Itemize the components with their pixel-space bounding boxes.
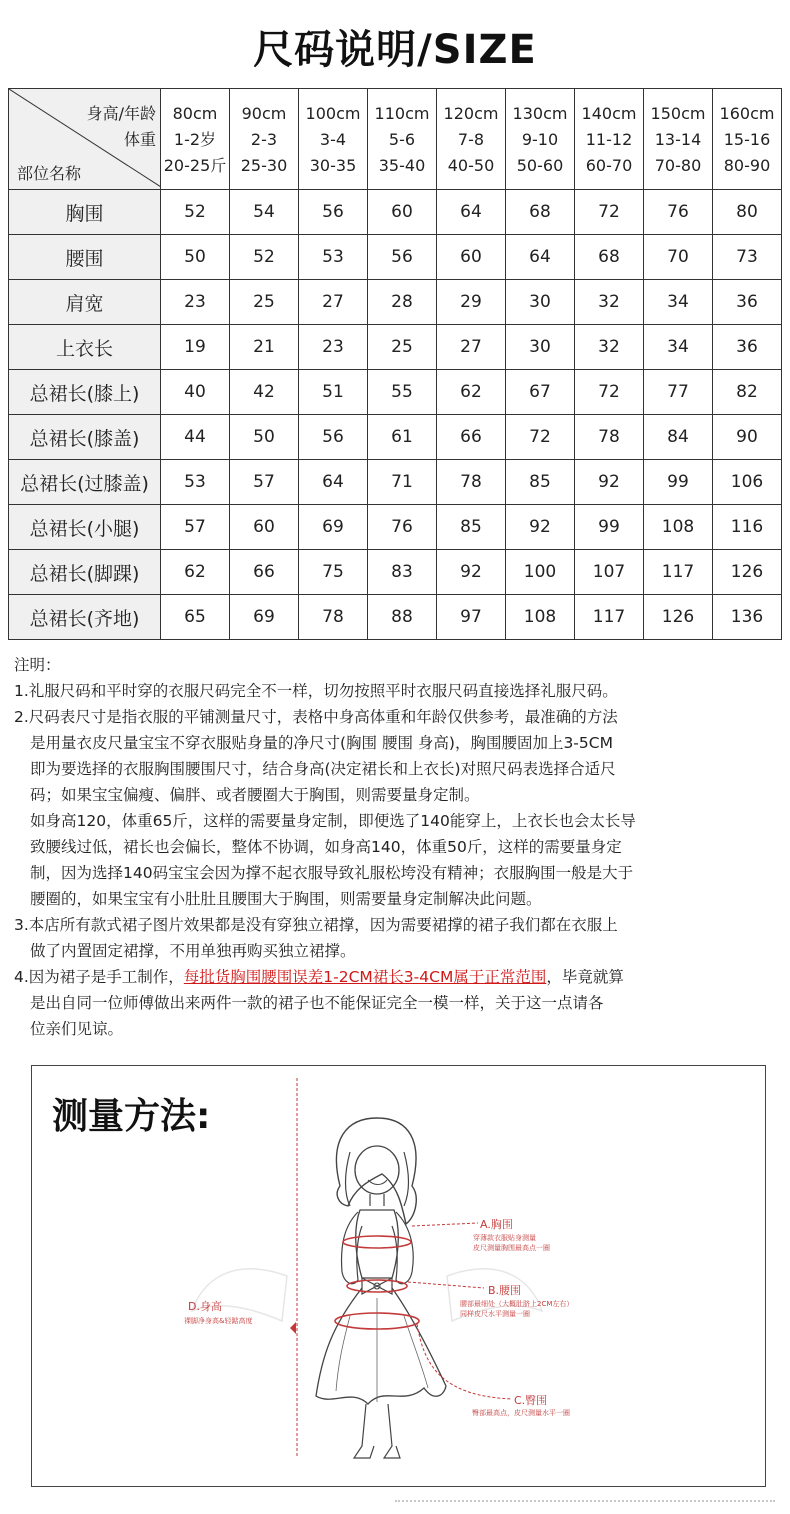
table-cell: 88	[368, 595, 437, 640]
header-col-7	[575, 89, 644, 190]
table-cell: 28	[368, 280, 437, 325]
table-row	[9, 505, 782, 550]
header-col-3	[299, 89, 368, 190]
table-cell: 52	[161, 190, 230, 235]
note-2-line-7: 制，因为选择140码宝宝会因为撑不起衣服导致礼服松垮没有精神；衣服胸围一般是大于	[30, 864, 634, 882]
table-cell: 50	[230, 415, 299, 460]
col-height: 80cm	[172, 104, 218, 123]
table-cell: 78	[437, 460, 506, 505]
table-cell: 126	[713, 550, 782, 595]
note-2-line-2: 是用量衣皮尺量宝宝不穿衣服贴身量的净尺寸(胸围 腰围 身高)，胸围腰固加上3-5CM	[30, 734, 613, 752]
row-label: 总裙长(小腿)	[9, 505, 161, 550]
table-cell: 66	[437, 415, 506, 460]
notes-section	[14, 652, 784, 1042]
measurement-method-panel	[31, 1065, 766, 1487]
table-cell: 69	[299, 505, 368, 550]
table-cell: 136	[713, 595, 782, 640]
girl-measurement-illustration	[32, 1066, 765, 1486]
table-cell: 29	[437, 280, 506, 325]
table-cell: 92	[437, 550, 506, 595]
note-2-line-3: 即为要选择的衣服胸围腰围尺寸，结合身高(决定裙长和上衣长)对照尺码表选择合适尺	[30, 760, 616, 778]
bottom-dotted-divider	[395, 1500, 775, 1505]
col-age: 11-12	[585, 130, 633, 149]
header-col-8	[644, 89, 713, 190]
table-cell: 61	[368, 415, 437, 460]
table-cell: 67	[506, 370, 575, 415]
row-label: 胸围	[9, 190, 161, 235]
table-cell: 32	[575, 325, 644, 370]
note-4-suffix: ，毕竟就算	[546, 968, 624, 986]
table-header-row	[9, 89, 782, 190]
row-label: 上衣长	[9, 325, 161, 370]
table-corner-cell	[9, 89, 161, 190]
note-3-line-2: 做了内置固定裙撑，不用单独再购买独立裙撑。	[30, 942, 356, 960]
col-weight: 80-90	[723, 156, 771, 175]
table-cell: 76	[644, 190, 713, 235]
header-col-6	[506, 89, 575, 190]
col-weight: 30-35	[309, 156, 357, 175]
note-4-prefix: 4.因为裙子是手工制作，	[14, 968, 184, 986]
row-label: 总裙长(脚踝)	[9, 550, 161, 595]
table-cell: 40	[161, 370, 230, 415]
header-col-1	[161, 89, 230, 190]
table-cell: 77	[644, 370, 713, 415]
col-height: 110cm	[374, 104, 430, 123]
col-age: 1-2岁	[173, 130, 217, 149]
row-label: 总裙长(过膝盖)	[9, 460, 161, 505]
table-row	[9, 235, 782, 280]
note-3-line-1: 3.本店所有款式裙子图片效果都是没有穿独立裙撑，因为需要裙撑的裙子我们都在衣服上	[14, 916, 618, 934]
table-cell: 85	[437, 505, 506, 550]
table-cell: 78	[299, 595, 368, 640]
table-cell: 70	[644, 235, 713, 280]
table-cell: 23	[299, 325, 368, 370]
table-cell: 83	[368, 550, 437, 595]
table-row	[9, 460, 782, 505]
corner-weight-label: 体重	[123, 130, 156, 149]
chest-label: A.胸围	[480, 1218, 513, 1231]
table-row	[9, 325, 782, 370]
col-age: 15-16	[723, 130, 771, 149]
table-cell: 19	[161, 325, 230, 370]
note-4-line-3: 位亲们见谅。	[30, 1020, 124, 1038]
col-age: 7-8	[457, 130, 485, 149]
table-cell: 68	[575, 235, 644, 280]
table-cell: 53	[299, 235, 368, 280]
note-4-line-1	[14, 964, 784, 990]
table-cell: 56	[368, 235, 437, 280]
note-2-line-1: 2.尺码表尺寸是指衣服的平铺测量尺寸，表格中身高体重和年龄仅供参考，最准确的方法	[14, 708, 618, 726]
col-age: 5-6	[388, 130, 416, 149]
table-cell: 25	[230, 280, 299, 325]
hip-label: C.臀围	[514, 1394, 548, 1407]
table-cell: 57	[230, 460, 299, 505]
col-weight: 40-50	[447, 156, 495, 175]
table-cell: 66	[230, 550, 299, 595]
table-cell: 100	[506, 550, 575, 595]
table-cell: 71	[368, 460, 437, 505]
table-cell: 64	[506, 235, 575, 280]
table-row	[9, 595, 782, 640]
height-label: D.身高	[188, 1300, 222, 1313]
col-weight: 25-30	[240, 156, 288, 175]
table-row	[9, 190, 782, 235]
table-cell: 72	[575, 370, 644, 415]
table-cell: 69	[230, 595, 299, 640]
table-cell: 106	[713, 460, 782, 505]
header-col-2	[230, 89, 299, 190]
table-cell: 107	[575, 550, 644, 595]
table-cell: 116	[713, 505, 782, 550]
table-cell: 92	[506, 505, 575, 550]
note-2-line-4: 码；如果宝宝偏瘦、偏胖、或者腰圈大于胸围，则需要量身定制。	[30, 786, 480, 804]
col-height: 140cm	[581, 104, 637, 123]
table-cell: 62	[161, 550, 230, 595]
table-cell: 21	[230, 325, 299, 370]
col-age: 2-3	[250, 130, 278, 149]
table-cell: 108	[644, 505, 713, 550]
col-weight: 60-70	[585, 156, 633, 175]
table-cell: 62	[437, 370, 506, 415]
table-cell: 55	[368, 370, 437, 415]
col-age: 9-10	[521, 130, 559, 149]
waist-desc-2: 同样皮尺水平测量一圈	[460, 1310, 530, 1318]
note-2-line-8: 腰圈的，如果宝宝有小肚肚且腰围大于胸围，则需要量身定制解决此问题。	[30, 890, 542, 908]
waist-desc-1: 腰部最细处（大概肚脐上2CM左右）	[460, 1300, 574, 1308]
note-2-line-6: 致腰线过低，裙长也会偏长，整体不协调，如身高140，体重50斤，这样的需要量身定	[30, 838, 622, 856]
table-cell: 52	[230, 235, 299, 280]
chest-desc-2: 皮尺测量胸围最高点一圈	[473, 1244, 550, 1252]
page-title: 尺码说明/SIZE	[253, 27, 537, 73]
note-2-line-5: 如身高120，体重65斤，这样的需要量身定制，即便选了140能穿上，上衣长也会太长导	[30, 812, 636, 830]
table-cell: 44	[161, 415, 230, 460]
table-cell: 117	[644, 550, 713, 595]
table-row	[9, 370, 782, 415]
table-cell: 27	[437, 325, 506, 370]
col-age: 13-14	[654, 130, 702, 149]
table-cell: 72	[506, 415, 575, 460]
table-cell: 73	[713, 235, 782, 280]
table-cell: 60	[368, 190, 437, 235]
table-row	[9, 280, 782, 325]
table-cell: 65	[161, 595, 230, 640]
table-cell: 56	[299, 190, 368, 235]
table-cell: 108	[506, 595, 575, 640]
table-cell: 27	[299, 280, 368, 325]
size-chart-table	[8, 88, 782, 640]
table-cell: 51	[299, 370, 368, 415]
table-cell: 50	[161, 235, 230, 280]
table-cell: 30	[506, 325, 575, 370]
measure-title: 测量方法:	[52, 1096, 211, 1137]
table-row	[9, 550, 782, 595]
header-col-4	[368, 89, 437, 190]
corner-height-age-label: 身高/年龄	[86, 104, 156, 123]
note-4-line-2: 是出自同一位师傅做出来两件一款的裙子也不能保证完全一模一样，关于这一点请各	[30, 994, 604, 1012]
table-cell: 126	[644, 595, 713, 640]
table-cell: 97	[437, 595, 506, 640]
table-cell: 92	[575, 460, 644, 505]
col-height: 120cm	[443, 104, 499, 123]
col-height: 150cm	[650, 104, 706, 123]
table-cell: 42	[230, 370, 299, 415]
table-cell: 64	[299, 460, 368, 505]
height-desc-1: 裸脚净身高&轻踮高度	[184, 1317, 253, 1325]
note-4-highlight: 每批货胸围腰围误差1-2CM裙长3-4CM属于正常范围	[183, 968, 547, 986]
chest-desc-1: 穿薄款衣服贴身测量	[473, 1234, 536, 1242]
notes-heading: 注明：	[14, 656, 61, 674]
note-1: 1.礼服尺码和平时穿的衣服尺码完全不一样，切勿按照平时衣服尺码直接选择礼服尺码。	[14, 682, 618, 700]
table-cell: 36	[713, 325, 782, 370]
table-cell: 54	[230, 190, 299, 235]
col-weight: 20-25斤	[163, 156, 227, 175]
table-cell: 56	[299, 415, 368, 460]
waist-label: B.腰围	[488, 1284, 522, 1297]
table-cell: 99	[575, 505, 644, 550]
col-weight: 50-60	[516, 156, 564, 175]
table-cell: 72	[575, 190, 644, 235]
table-cell: 68	[506, 190, 575, 235]
row-label: 总裙长(膝上)	[9, 370, 161, 415]
table-cell: 85	[506, 460, 575, 505]
table-cell: 34	[644, 280, 713, 325]
table-cell: 23	[161, 280, 230, 325]
table-body	[9, 190, 782, 640]
table-cell: 80	[713, 190, 782, 235]
hip-desc-1: 臀部最高点，皮尺测量水平一圈	[472, 1409, 570, 1417]
table-cell: 36	[713, 280, 782, 325]
col-height: 100cm	[305, 104, 361, 123]
row-label: 总裙长(膝盖)	[9, 415, 161, 460]
table-cell: 84	[644, 415, 713, 460]
table-cell: 34	[644, 325, 713, 370]
header-col-5	[437, 89, 506, 190]
table-cell: 76	[368, 505, 437, 550]
table-cell: 90	[713, 415, 782, 460]
table-cell: 32	[575, 280, 644, 325]
table-cell: 60	[437, 235, 506, 280]
table-cell: 30	[506, 280, 575, 325]
table-cell: 82	[713, 370, 782, 415]
table-cell: 75	[299, 550, 368, 595]
row-label: 腰围	[9, 235, 161, 280]
table-cell: 57	[161, 505, 230, 550]
table-row	[9, 415, 782, 460]
table-cell: 53	[161, 460, 230, 505]
row-label: 肩宽	[9, 280, 161, 325]
col-height: 160cm	[719, 104, 775, 123]
col-weight: 35-40	[378, 156, 426, 175]
col-height: 90cm	[241, 104, 287, 123]
table-cell: 64	[437, 190, 506, 235]
corner-part-label: 部位名称	[17, 164, 82, 183]
row-label: 总裙长(齐地)	[9, 595, 161, 640]
col-age: 3-4	[319, 130, 347, 149]
table-cell: 25	[368, 325, 437, 370]
col-weight: 70-80	[654, 156, 702, 175]
table-cell: 99	[644, 460, 713, 505]
col-height: 130cm	[512, 104, 568, 123]
header-col-9	[713, 89, 782, 190]
table-cell: 78	[575, 415, 644, 460]
table-cell: 117	[575, 595, 644, 640]
table-cell: 60	[230, 505, 299, 550]
